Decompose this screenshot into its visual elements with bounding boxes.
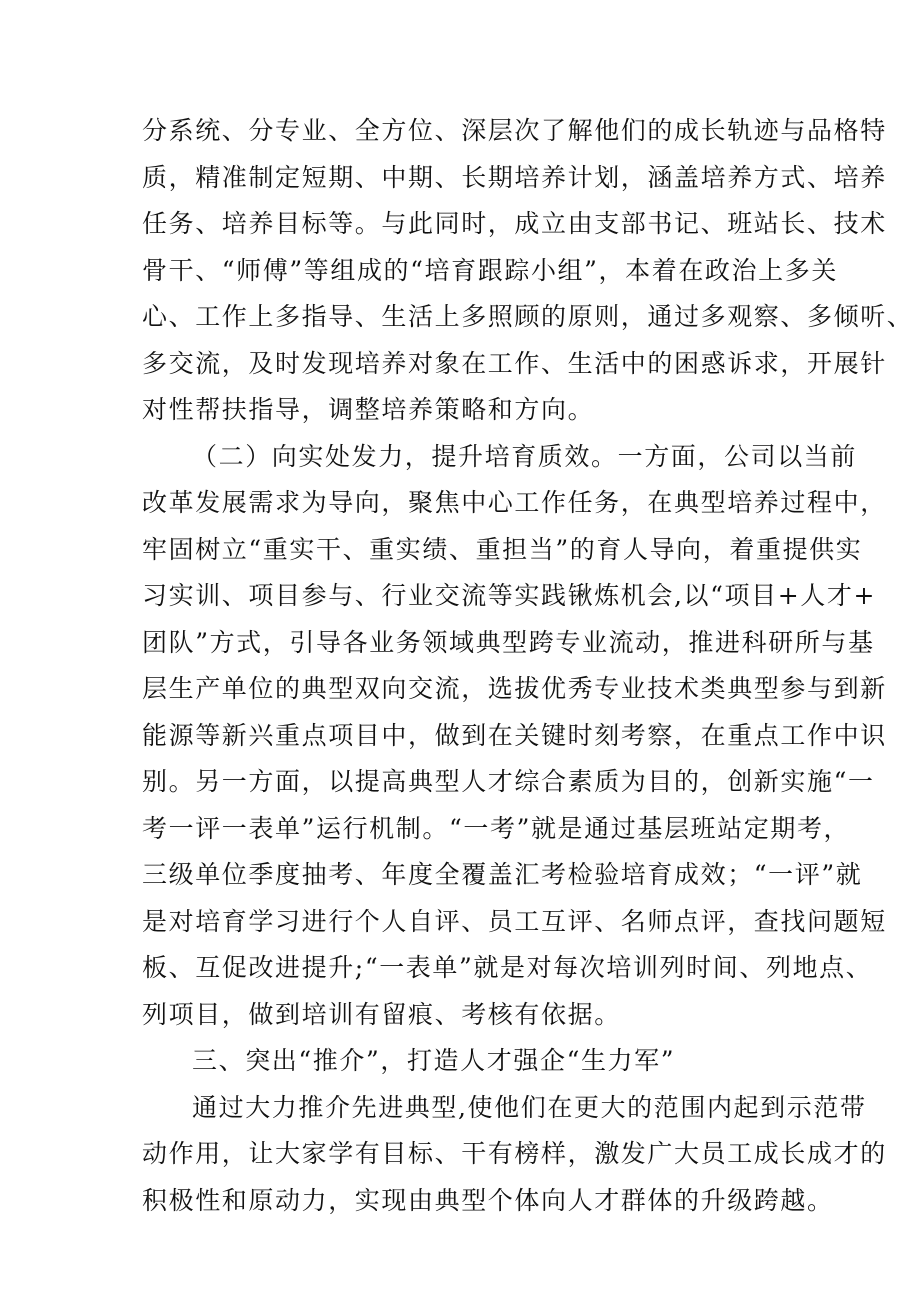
text-line: 质，精准制定短期、中期、长期培养计划，涵盖培养方式、培养 [142, 162, 887, 192]
text-line: 三级单位季度抽考、年度全覆盖汇考检验培育成效；“一评”就 [142, 860, 863, 889]
text-line: 任务、培养目标等。与此同时，成立由支部书记、班站长、技术 [142, 209, 887, 238]
text-line: 心、工作上多指导、生活上多照顾的原则，通过多观察、多倾听、 [142, 302, 914, 331]
text-line: 板、互促改进提升;“一表单”就是对每次培训列时间、列地点、 [142, 953, 873, 982]
text-line: 对性帮扶指导，调整培养策略和方向。 [142, 395, 595, 424]
text-line: 分系统、分专业、全方位、深层次了解他们的成长轨迹与品格特 [142, 116, 887, 145]
text-line: 团队”方式，引导各业务领域典型跨专业流动，推进科研所与基 [142, 627, 875, 657]
paragraph-start-line: 通过大力推介先进典型,使他们在更大的范围内起到示范带 [192, 1092, 867, 1122]
section-heading-line: 三、突出“推介”，打造人才强企“生力军” [192, 1046, 676, 1075]
body-text [142, 108, 914, 1224]
text-line: 积极性和原动力，实现由典型个体向人才群体的升级跨越。 [142, 1185, 834, 1215]
subsection-heading-line: （二）向实处发力，提升培育质效。一方面，公司以当前 [192, 441, 858, 471]
text-line: 改革发展需求为导向，聚焦中心工作任务，在典型培养过程中， [142, 488, 887, 517]
text-line: 层生产单位的典型双向交流，选拔优秀专业技术类典型参与到新 [142, 674, 887, 703]
text-line: 别。另一方面，以提高典型人才综合素质为目的，创新实施“一 [142, 767, 875, 796]
text-line: 列项目，做到培训有留痕、考核有依据。 [142, 999, 621, 1029]
text-line: 动作用，让大家学有目标、干有榜样，激发广大员工成长成才的 [142, 1139, 887, 1168]
text-line: 考一评一表单”运行机制。“一考”就是通过基层班站定期考， [142, 813, 851, 843]
text-line: 牢固树立“重实干、重实绩、重担当”的育人导向，着重提供实 [142, 534, 863, 564]
text-line: 能源等新兴重点项目中，做到在关键时刻考察，在重点工作中识 [142, 720, 887, 750]
text-line: 骨干、“师傅”等组成的“培育跟踪小组”，本着在政治上多关 [142, 255, 838, 285]
text-line: 多交流，及时发现培养对象在工作、生活中的困惑诉求，开展针 [142, 348, 887, 378]
text-line: 是对培育学习进行个人自评、员工互评、名师点评，查找问题短 [142, 906, 887, 936]
text-line: 习实训、项目参与、行业交流等实践锹炼机会,以“项目+人才+ [142, 581, 877, 610]
